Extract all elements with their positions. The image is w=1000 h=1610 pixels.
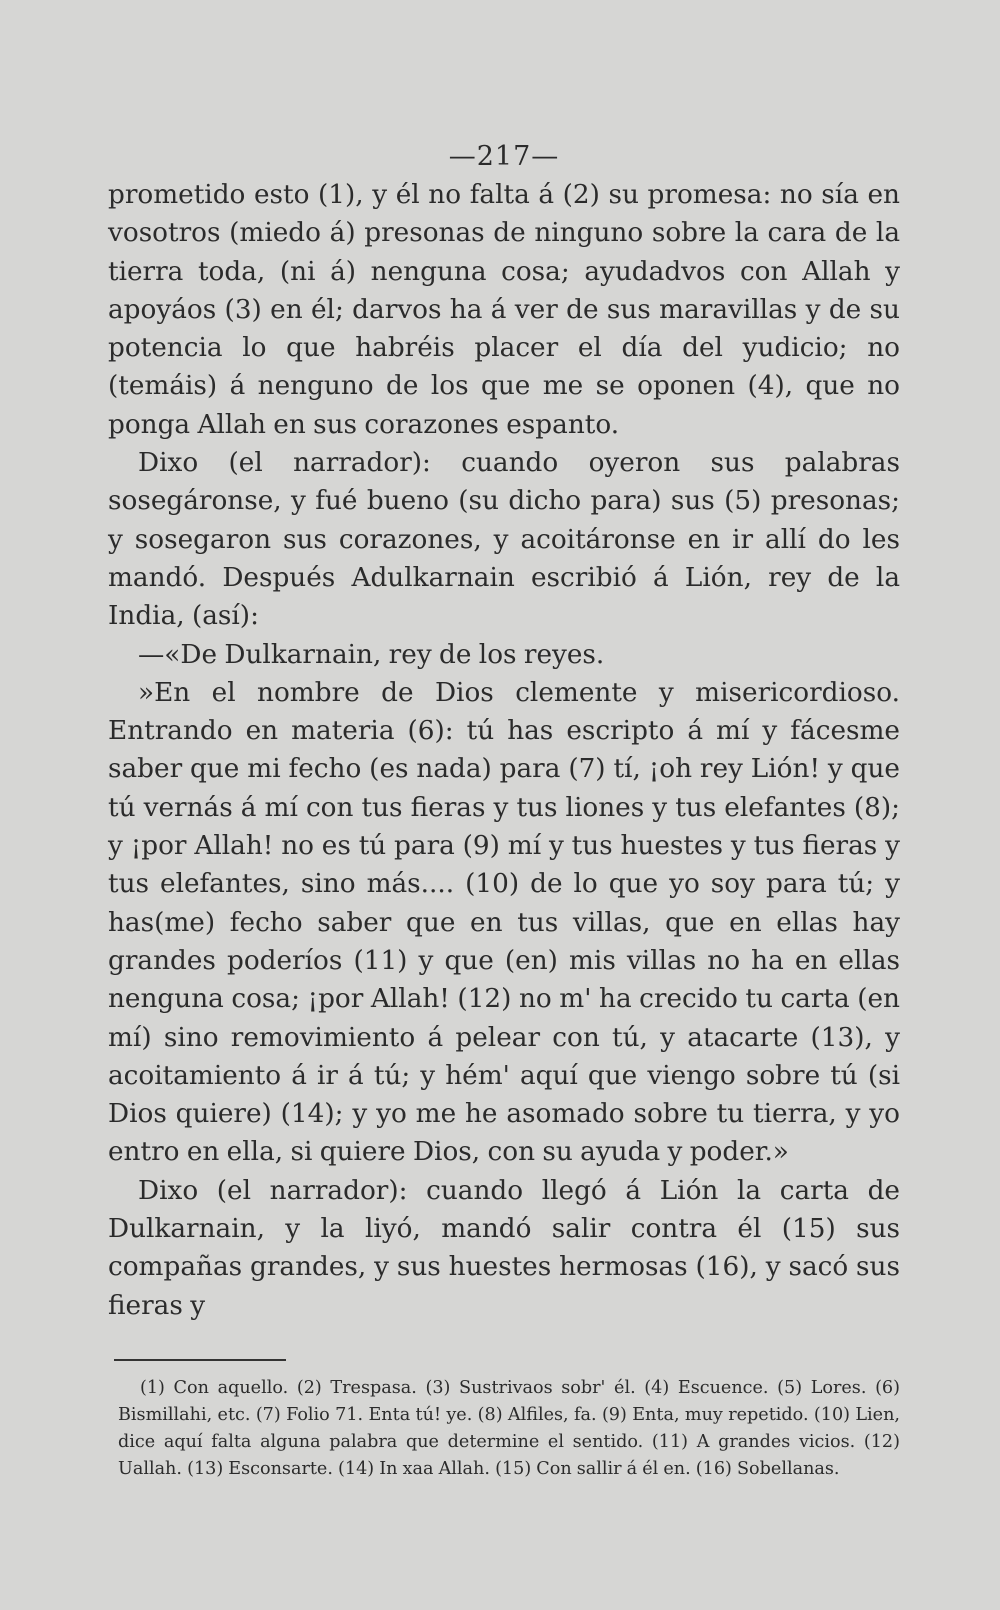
- paragraph-5: Dixo (el narrador): cuando llegó á Lión la carta de Dulkarnain, y la liyó, mandó salir contra él (15) sus compañas grandes, y sus huestes hermosas (16), y sacó sus fieras y: [108, 1175, 900, 1321]
- paragraph-3: —«De Dulkarnain, rey de los reyes.: [138, 639, 605, 670]
- paragraph-4: »En el nombre de Dios clemente y misericordioso. Entrando en materia (6): tú has escripto á mí y fácesme saber que mi fecho (es nada) para (7) tí, ¡oh rey Lión! y que tú vernás á mí con tus fieras y tus liones y tus elefantes (8); y ¡por Allah! no es tú para (9) mí y tus huestes y tus fieras y tus elefantes, sino más.... (10) de lo que yo soy para tú; y has(me) fecho saber que en tus villas, que en ellas hay grandes poderíos (11) y que (en) mis villas no ha en ellas nenguna cosa; ¡por Allah! (12) no m' ha crecido tu carta (en mí) sino removimiento á pelear con tú, y atacarte (13), y acoitamiento á ir á tú; y hém' aquí que viengo sobre tú (si Dios quiere) (14); y yo me he asomado sobre tu tierra, y yo entro en ella, si quiere Dios, con su ayuda y poder.»: [108, 677, 900, 1168]
- page-number: —217—: [448, 141, 560, 172]
- footnote-divider: [114, 1359, 286, 1361]
- paragraph-2: Dixo (el narrador): cuando oyeron sus palabras sosegáronse, y fué bueno (su dicho para) sus (5) presonas; y sosegaron sus corazones, y acoitáronse en ir allí do les mandó. Después Adulkarnain escribió á Lión, rey de la India, (así):: [108, 448, 900, 632]
- footnotes: [108, 1375, 900, 1483]
- footnote-text: (1) Con aquello. (2) Trespasa. (3) Sustrivaos sobr' él. (4) Escuence. (5) Lores. (6) Bismillahi, etc. (7) Folio 71. Enta tú! ye. (8) Alfiles, fa. (9) Enta, muy repetido. (10) Lien, dice aquí falta alguna palabra que determine el sentido. (11) A grandes vicios. (12) Uallah. (13) Esconsarte. (14) In xaa Allah. (15) Con sallir á él en. (16) Sobellanas.: [118, 1377, 900, 1479]
- body-text: [108, 176, 900, 1325]
- paragraph-1: prometido esto (1), y él no falta á (2) su promesa: no sía en vosotros (miedo á) presonas de ninguno sobre la cara de la tierra toda, (ni á) nenguna cosa; ayudadvos con Allah y apoyáos (3) en él; darvos ha á ver de sus maravillas y de su potencia lo que habréis placer el día del yudicio; no (temáis) á nenguno de los que me se oponen (4), que no ponga Allah en sus corazones espanto.: [108, 180, 900, 440]
